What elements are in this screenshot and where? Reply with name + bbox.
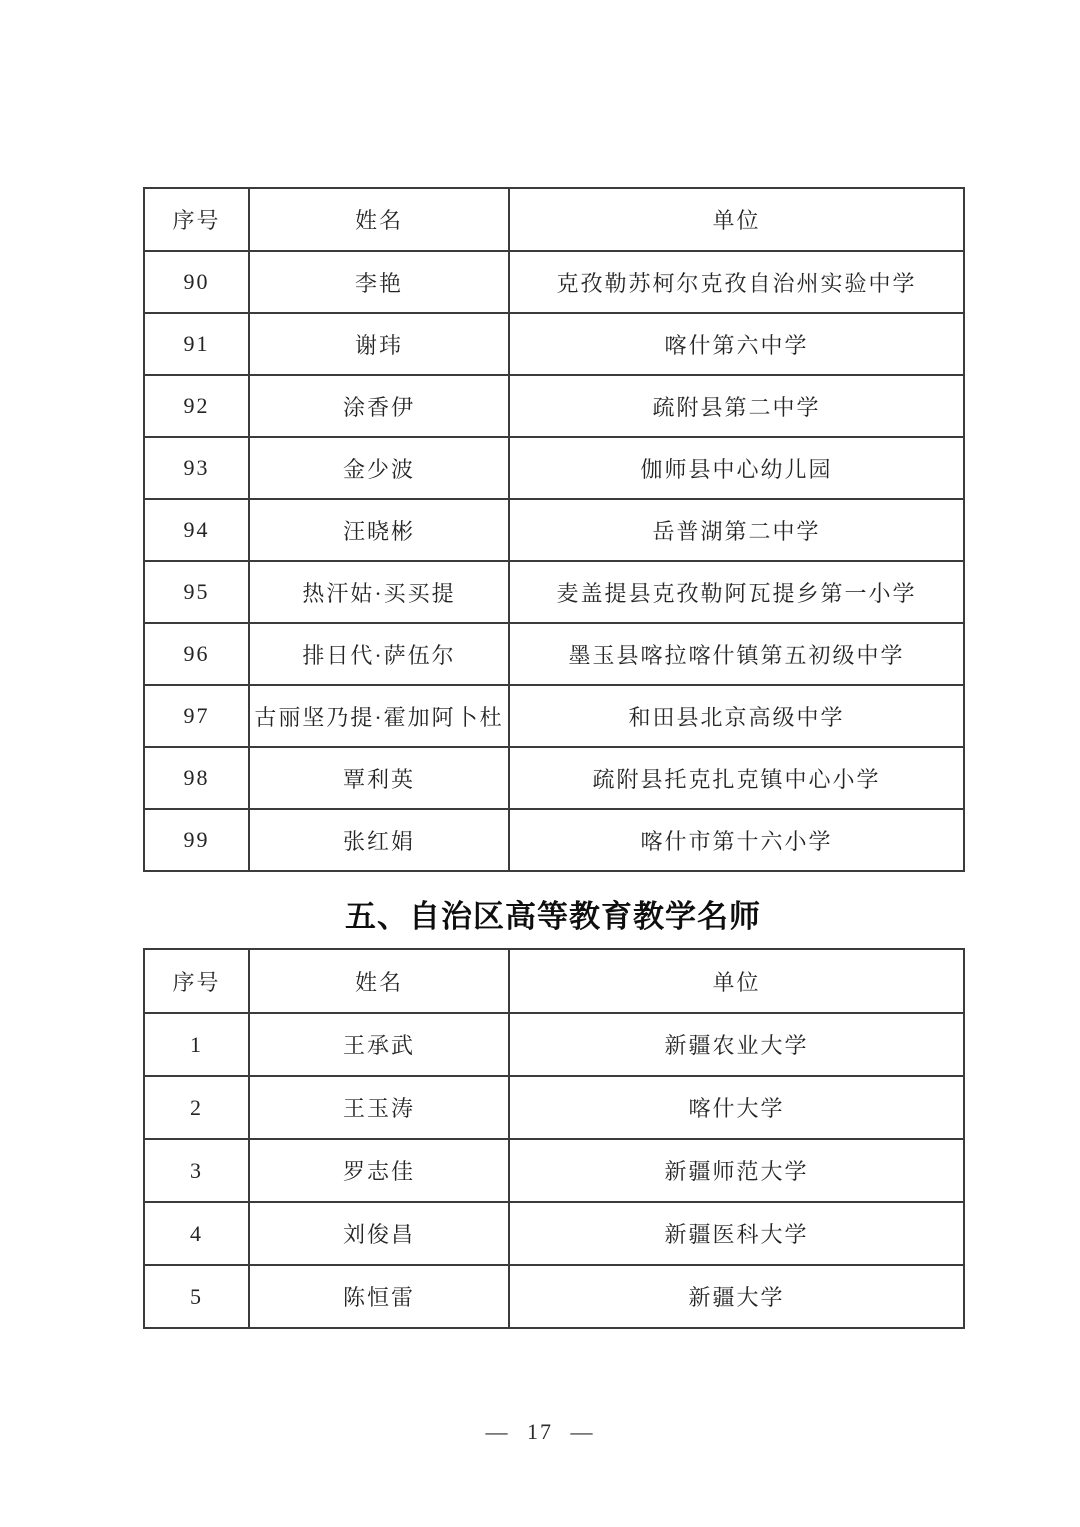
serial-cell: 97: [144, 685, 249, 747]
unit-cell: 克孜勒苏柯尔克孜自治州实验中学: [509, 251, 964, 313]
serial-cell: 96: [144, 623, 249, 685]
serial-cell: 90: [144, 251, 249, 313]
unit-cell: 岳普湖第二中学: [509, 499, 964, 561]
name-cell: 金少波: [249, 437, 509, 499]
table-header-row: [144, 949, 964, 1013]
name-cell: 陈恒雷: [249, 1265, 509, 1328]
unit-cell: 麦盖提县克孜勒阿瓦提乡第一小学: [509, 561, 964, 623]
table-row: [144, 1076, 964, 1139]
table-row: [144, 1013, 964, 1076]
serial-cell: 98: [144, 747, 249, 809]
table-row: [144, 1202, 964, 1265]
table-row: [144, 685, 964, 747]
name-cell: 排日代·萨伍尔: [249, 623, 509, 685]
name-cell: 张红娟: [249, 809, 509, 871]
serial-cell: 5: [144, 1265, 249, 1328]
unit-cell: 新疆大学: [509, 1265, 964, 1328]
unit-cell: 喀什第六中学: [509, 313, 964, 375]
teachers-table-90-99: [143, 187, 965, 872]
name-cell: 罗志佳: [249, 1139, 509, 1202]
serial-header: 序号: [144, 188, 249, 251]
name-cell: 谢玮: [249, 313, 509, 375]
unit-cell: 和田县北京高级中学: [509, 685, 964, 747]
unit-cell: 疏附县第二中学: [509, 375, 964, 437]
higher-education-teachers-table: [143, 948, 965, 1329]
unit-header: 单位: [509, 949, 964, 1013]
serial-cell: 2: [144, 1076, 249, 1139]
serial-header: 序号: [144, 949, 249, 1013]
serial-cell: 95: [144, 561, 249, 623]
name-cell: 李艳: [249, 251, 509, 313]
table-row: [144, 949, 964, 1013]
name-cell: 王玉涛: [249, 1076, 509, 1139]
table-row: [144, 561, 964, 623]
table-row: [144, 251, 964, 313]
unit-header: 单位: [509, 188, 964, 251]
unit-cell: 新疆师范大学: [509, 1139, 964, 1202]
section-heading: 五、自治区高等教育教学名师: [345, 899, 761, 934]
unit-cell: 喀什大学: [509, 1076, 964, 1139]
table-row: [144, 499, 964, 561]
unit-cell: 伽师县中心幼儿园: [509, 437, 964, 499]
table-row: [144, 1139, 964, 1202]
name-cell: 覃利英: [249, 747, 509, 809]
unit-cell: 疏附县托克扎克镇中心小学: [509, 747, 964, 809]
page-number: — 17 —: [485, 1419, 595, 1444]
table-row: [144, 1265, 964, 1328]
name-cell: 王承武: [249, 1013, 509, 1076]
serial-cell: 94: [144, 499, 249, 561]
unit-cell: 新疆医科大学: [509, 1202, 964, 1265]
serial-cell: 93: [144, 437, 249, 499]
table-row: [144, 313, 964, 375]
table-row: [144, 747, 964, 809]
name-cell: 热汗姑·买买提: [249, 561, 509, 623]
serial-cell: 99: [144, 809, 249, 871]
serial-cell: 92: [144, 375, 249, 437]
unit-cell: 喀什市第十六小学: [509, 809, 964, 871]
serial-cell: 1: [144, 1013, 249, 1076]
name-header: 姓名: [249, 949, 509, 1013]
table-row: [144, 188, 964, 251]
table-header-row: [144, 188, 964, 251]
name-cell: 古丽坚乃提·霍加阿卜杜: [249, 685, 509, 747]
name-cell: 涂香伊: [249, 375, 509, 437]
table-row: [144, 375, 964, 437]
unit-cell: 新疆农业大学: [509, 1013, 964, 1076]
table-row: [144, 437, 964, 499]
serial-cell: 4: [144, 1202, 249, 1265]
table-row: [144, 809, 964, 871]
serial-cell: 91: [144, 313, 249, 375]
name-cell: 汪晓彬: [249, 499, 509, 561]
name-header: 姓名: [249, 188, 509, 251]
name-cell: 刘俊昌: [249, 1202, 509, 1265]
serial-cell: 3: [144, 1139, 249, 1202]
unit-cell: 墨玉县喀拉喀什镇第五初级中学: [509, 623, 964, 685]
table-row: [144, 623, 964, 685]
